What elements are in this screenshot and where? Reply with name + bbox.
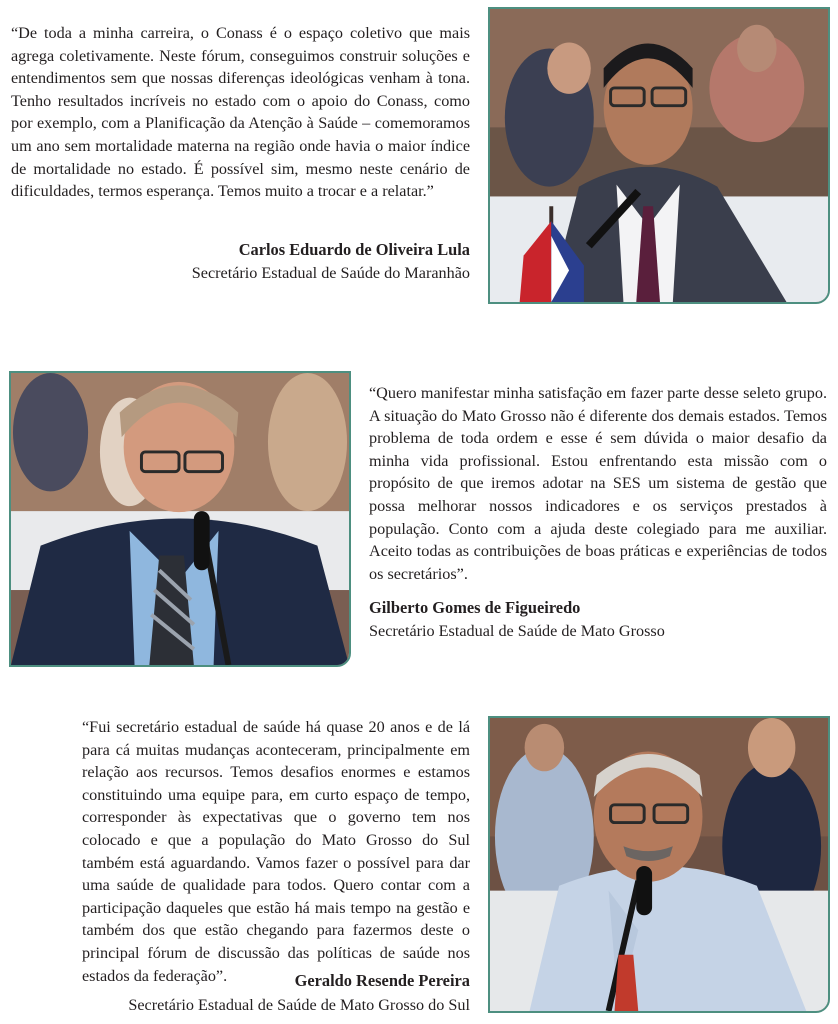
- portrait-photo-icon: [9, 371, 351, 667]
- portrait-photo-icon: [488, 716, 830, 1013]
- testimonial-quote: “Quero manifestar minha satisfação em fazer parte desse seleto grupo. A situação do Mato Grosso não é diferente dos demais estados. Temos problema de toda ordem e esse é sem dúvida o maior desafio da minha vida profissional. Estou enfrentando esta missão com o propósito de que iremos adotar na SES um sistema de gestão que possa melhorar nossos indicadores e os serviços prestados à população. Conto com a ajuda deste colegiado para me auxiliar. Aceito todas as contribuições de boas práticas e experiências de todos os secretários”.: [369, 384, 827, 583]
- testimonial-author-name: Gilberto Gomes de Figueiredo: [369, 598, 581, 617]
- testimonial-quote: “Fui secretário estadual de saúde há quase 20 anos e de lá para cá muitas mudanças aconteceram, principalmente em relação aos recursos. Temos desafios enormes e estamos constituindo uma equipe para, em curto espaço de tempo, corresponder às expectativas que o governo tem nos colocado e que a população do Mato Grosso do Sul também está aguardando. Vamos fazer o possível para dar uma saúde de qualidade para todos. Quero contar com a participação daqueles que estão há mais tempo na gestão e também dos que estão chegando para fazermos deste o principal fórum de discussão das políticas de saúde nos estados da federação”.: [82, 718, 470, 985]
- portrait-photo-icon: [488, 7, 830, 304]
- testimonial-author-role: Secretário Estadual de Saúde do Maranhão: [191, 264, 470, 282]
- testimonial-author-name: Carlos Eduardo de Oliveira Lula: [238, 240, 470, 259]
- testimonial-author-role: Secretário Estadual de Saúde de Mato Grosso: [369, 622, 665, 640]
- testimonial-quote: “De toda a minha carreira, o Conass é o espaço coletivo que mais agrega coletivamente. Neste fórum, conseguimos construir soluções e entendimentos sem que nossas diferenças ideológicas venham à tona. Tenho resultados incríveis no estado com o apoio do Conass, como por exemplo, com a Planificação da Atenção à Saúde – comemoramos um ano sem mortalidade materna na região onde havia o maior índice de mortalidade no estado. É possível sim, mesmo neste cenário de dificuldades, termos esperança. Temos muito a trocar e a relatar.”: [11, 24, 470, 201]
- testimonial-author-name: Geraldo Resende Pereira: [294, 971, 470, 990]
- testimonial-author-role: Secretário Estadual de Saúde de Mato Grosso do Sul: [128, 996, 470, 1014]
